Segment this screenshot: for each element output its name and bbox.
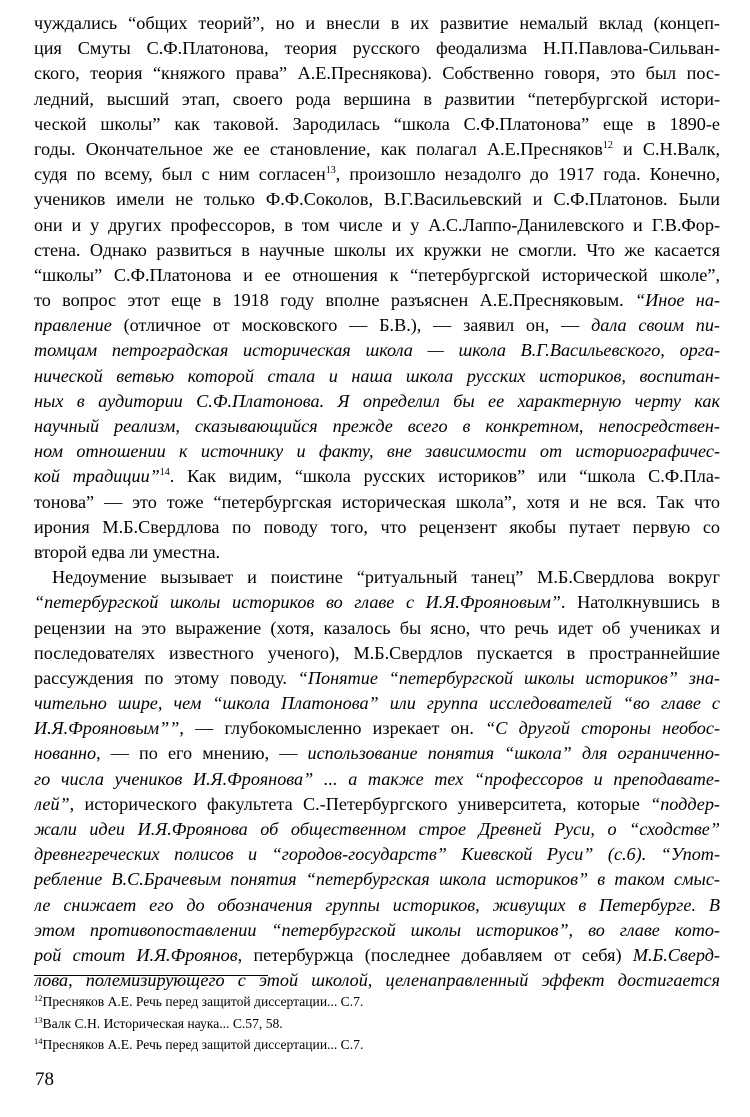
text-run: последователях известного ученого), М.Б.Свердлов пускается в пространнейшие [34,642,720,663]
text-run: ирония М.Б.Свердлова по поводу того, что рецензент якобы путает первую со [34,516,720,537]
text-line [34,112,720,137]
footnote-mark: 14 [34,1036,43,1046]
text-line [34,691,720,716]
footnote [34,991,720,1013]
footnote-ref: 13 [325,165,336,177]
text-run: ных в аудитории С.Ф.Платонова. Я определил бы ее характерную черту как [34,390,720,411]
text-line [34,389,720,414]
text-line [34,741,720,766]
text-run: использование понятия “школа” для ограниченно- [307,743,720,764]
text-line [34,439,720,464]
text-run: . Как видим, “школа русских историков” или “школа С.Ф.Пла- [169,466,720,487]
text-run: кой традиции” [34,466,160,487]
text-run: и С.Н.Валк, [612,138,720,159]
text-line [34,364,720,389]
text-run: дала своим пи- [591,315,720,336]
text-run: рой стоит И.Я.Фроянов [34,944,238,965]
text-run: рецензии на это выражение (хотя, казалось бы ясно, что речь идет об учениках и [34,617,720,638]
footnote-text: Пресняков А.Е. Речь перед защитой диссертации... С.7. [42,994,364,1009]
text-line [34,162,720,187]
text-run: , — глубокомысленно изрекает он. [179,718,486,739]
text-line [34,61,720,86]
footnote-text: Валк С.Н. Историческая наука... С.57, 58. [42,1015,283,1031]
footnote-mark: 12 [34,993,43,1003]
text-run: ского, теория “княжого права” А.Е.Преснякова). Собственно говоря, это был пос- [34,63,720,84]
text-line [34,338,720,363]
text-line [34,515,720,540]
text-line [34,187,720,212]
text-run: второй едва ли уместна. [34,541,221,562]
text-line [34,716,720,741]
text-run: жали идеи И.Я.Фроянова об общественном строе Древней Руси, о “сходстве” [34,819,720,839]
text-line [34,36,720,61]
text-run: стена. Однако развиться в научные школы их кружки не смогли. Что же касается [34,239,720,260]
text-run: , произошло незадолго до 1917 года. Конечно, [335,164,720,185]
text-line [34,137,720,162]
text-run: этом противопоставлении “петербургской школы историков”, во главе кото- [34,919,720,940]
text-line [34,87,720,112]
text-line [34,590,720,615]
text-run: учеников имели не только Ф.Ф.Соколов, В.Г.Васильевский и С.Ф.Платонов. Были [34,189,720,210]
text-run: ле снижает его до обозначения группы историков, живущих в Петербурге. В [34,894,720,915]
page-number: 78 [35,1069,54,1090]
text-line [34,792,720,817]
text-run: го числа учеников И.Я.Фроянова” ... а также тех “профессоров и преподавате- [34,768,720,789]
text-run: годы. Окончательное же ее становление, как полагал А.Е.Пресняков [34,138,603,159]
text-run: И.Я.Фрояновым”” [34,718,180,739]
footnote-ref: 14 [159,467,170,479]
text-line [34,893,720,918]
footnote-separator [34,975,268,976]
text-line [34,238,720,263]
text-line [34,666,720,691]
text-run: нованно [34,743,97,764]
text-run: лей” [34,793,70,814]
text-line [34,767,720,792]
text-line [34,565,720,590]
footnote [34,1013,720,1035]
text-line [34,968,720,993]
text-run: лова, полемизирующего с этой школой, целенаправленный эффект достигается [34,970,720,991]
footnote [34,1034,720,1056]
text-run: , — по его мнению, — [96,743,308,764]
footnote-mark: 13 [34,1014,43,1025]
text-run: Недоумение вызывает и поистине “ритуальный танец” М.Б.Свердлова вокруг [52,567,720,588]
text-line [34,263,720,288]
text-run: томцам петроградская историческая школа — школа В.Г.Васильевского, орга- [34,340,720,361]
text-run: ция Смуты С.Ф.Платонова, теория русского феодализма Н.П.Павлова-Сильван- [34,38,720,59]
text-run: азвитии “петербургской истори- [453,88,720,109]
text-run: чительно шире, чем “школа Платонова” или группа исследователей “во главе с [34,693,720,714]
text-run: они и у других профессоров, в том числе и у А.С.Лаппо-Данилевского и Г.В.Фор- [34,214,720,235]
text-run: , исторического факультета С.-Петербургского университета, которые [69,793,651,814]
text-run: “Иное на- [635,290,720,311]
text-run: нической ветвью которой стала и наша школа русских историков, воспитан- [34,365,720,386]
text-run: судя по всему, был с ним согласен [34,164,326,185]
text-line [34,616,720,641]
text-line [34,540,720,565]
text-line [34,313,720,338]
footnotes [34,991,720,1056]
text-line [34,943,720,968]
text-run: древнегреческих полисов и “городов-государств” Киевской Руси” (с.6). “Упот- [34,844,720,865]
footnote-ref: 12 [602,139,613,151]
text-run: ледний, высший этап, своего рода вершина в [34,88,445,109]
text-run: “поддер- [650,793,720,814]
text-run: ном отношении к источнику и факту, вне зависимости от историографичес- [34,441,720,462]
text-run: ребление В.С.Брачевым понятия “петербургская школа историков” в таком смыс- [34,869,720,890]
text-run: р [444,88,454,109]
text-run: научный реализм, сказывающийся прежде всего в конкретном, непосредствен- [34,416,720,436]
text-line [34,490,720,515]
text-line [34,641,720,666]
text-run: чуждались “общих теорий”, но и внесли в их развитие немалый вклад (концеп- [34,13,720,33]
text-run: (отличное от московского — Б.В.), — заявил он, — [111,315,592,336]
text-line [34,842,720,867]
text-run: тонова” — это тоже “петербургская историческая школа”, хотя и не вся. Так что [34,491,720,512]
body-text [34,11,720,993]
text-line [34,817,720,842]
text-run: рассуждения по этому поводу. [34,667,298,688]
footnote-text: Пресняков А.Е. Речь перед защитой диссертации... С.7. [42,1037,364,1052]
text-line [34,464,720,489]
text-line [34,11,720,36]
text-run: “С другой стороны необос- [485,718,720,739]
text-run: М.Б.Сверд- [632,944,720,965]
text-line [34,213,720,238]
text-line [34,414,720,439]
text-line [34,918,720,943]
text-run: , петербуржца (последнее добавляем от себя) [237,944,633,965]
text-run: то вопрос этот еще в 1918 году вполне разъяснен А.Е.Пресняковым. [34,290,636,311]
text-line [34,288,720,313]
text-run: правление [34,315,112,336]
text-run: “петербургской школы историков во главе с И.Я.Фрояновым” [34,592,561,613]
text-run: “школы” С.Ф.Платонова и ее отношения к “петербургской исторической школе”, [34,264,720,285]
text-run: ческой школы” как таковой. Зародилась “школа С.Ф.Платонова” еще в 1890-е [34,113,720,134]
text-run: “Понятие “петербургской школы историков” зна- [297,667,720,688]
text-run: . Натолкнувшись в [560,592,720,613]
text-line [34,867,720,892]
